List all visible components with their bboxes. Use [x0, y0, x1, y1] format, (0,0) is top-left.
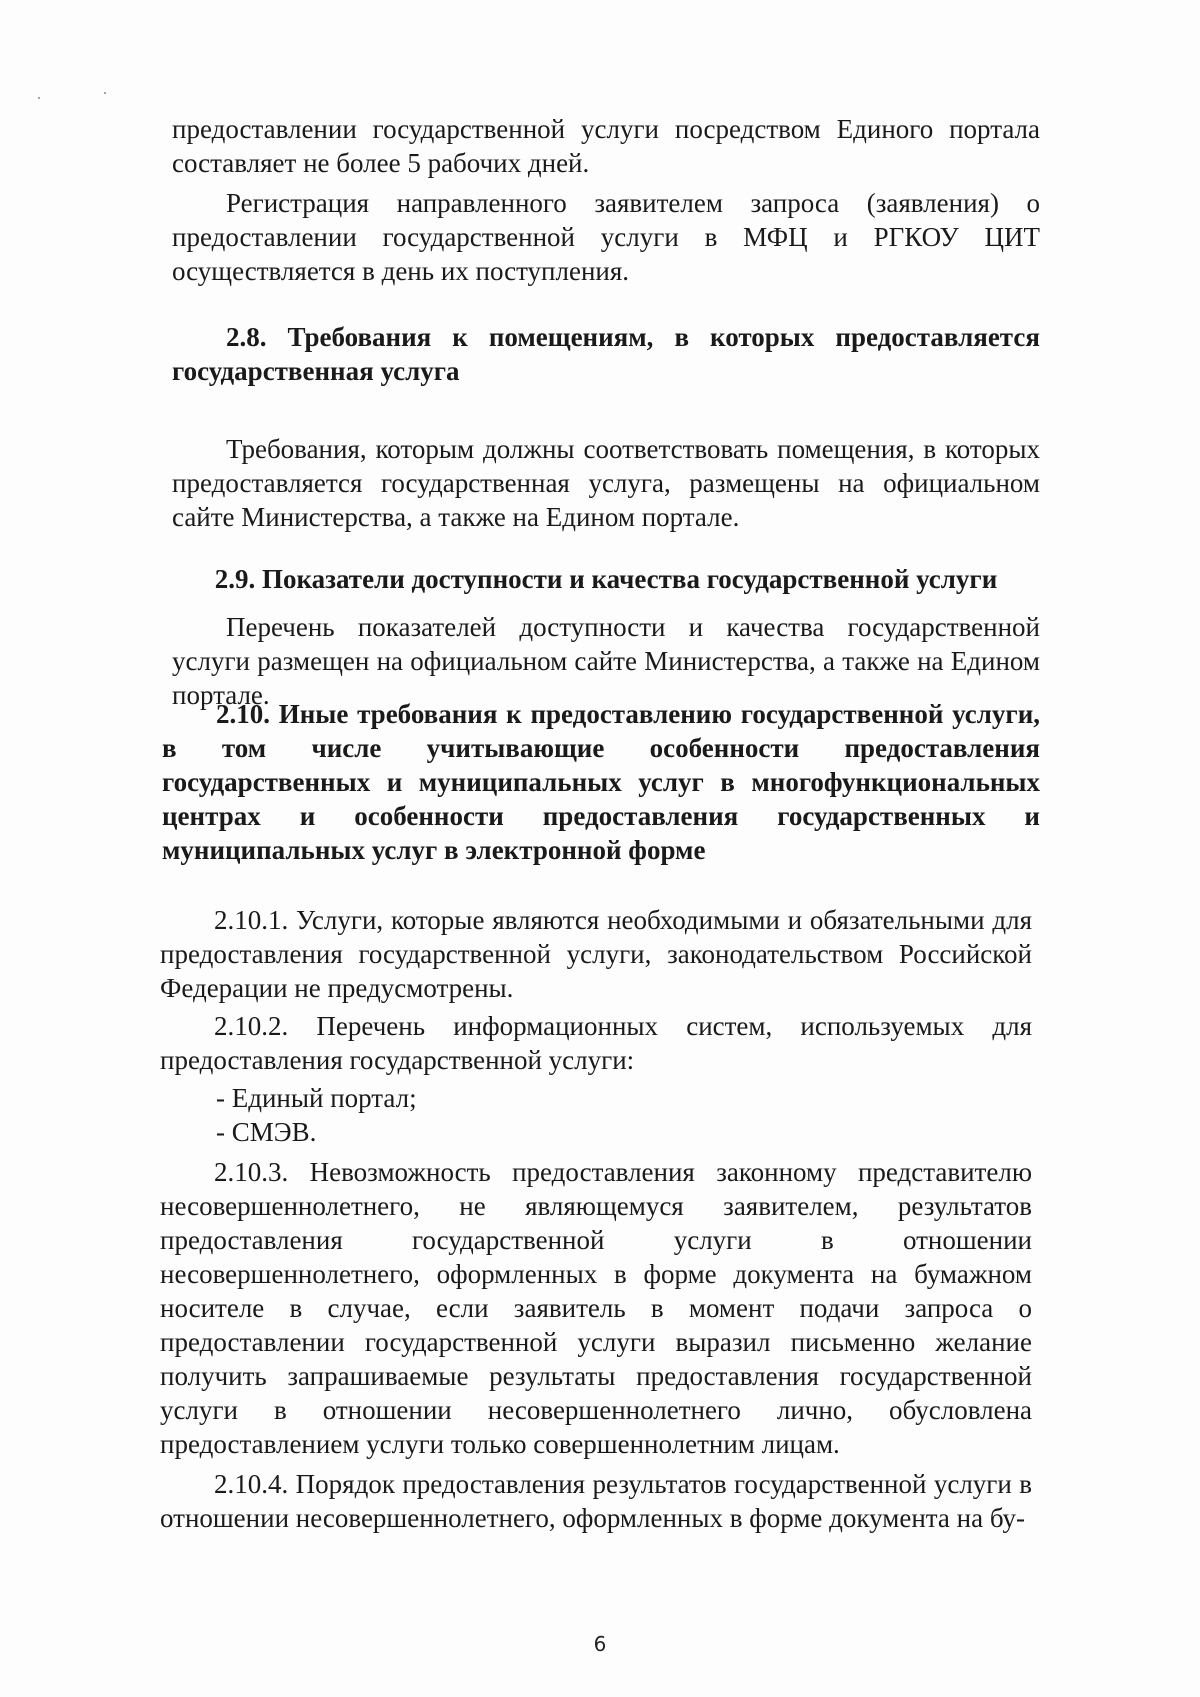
- paragraph-2-10-2: 2.10.2. Перечень информационных систем, используемых для предоставления государственной услуги:: [160, 1011, 1032, 1075]
- heading-2-10: 2.10. Иные требования к предоставлению государственной услуги, в том числе учитывающие особенности предоставления государственных и муниципальных услуг в многофункциональных центрах и особенности предоставления государственных и муниципальных услуг в электронной форме: [162, 699, 1040, 865]
- heading-2-8: 2.8. Требования к помещениям, в которых предоставляется государственная услуга: [172, 322, 1040, 386]
- paragraph-2-10-4: 2.10.4. Порядок предоставления результатов государственной услуги в отношении несовершеннолетнего, оформленных в форме документа на бу-: [160, 1469, 1032, 1533]
- paragraph-2-10-1: 2.10.1. Услуги, которые являются необходимыми и обязательными для предоставления государственной услуги, законодательством Российской Федерации не предусмотрены.: [160, 905, 1032, 1003]
- list-item-smev: - СМЭВ.: [216, 1117, 317, 1147]
- section-2-9: [172, 562, 1040, 712]
- section-2-8: [172, 320, 1040, 534]
- section-2-10-body: [160, 903, 1032, 1535]
- paragraph-2-9: Перечень показателей доступности и качества государственной услуги размещен на официальном сайте Министерства, а также на Едином портале.: [172, 612, 1040, 710]
- scan-speck: [104, 92, 106, 94]
- heading-2-9: 2.9. Показатели доступности и качества государственной услуги: [214, 564, 998, 594]
- page-number: 6: [593, 1632, 607, 1656]
- paragraph-registration: Регистрация направленного заявителем запроса (заявления) о предоставлении государственной услуги в МФЦ и РГКОУ ЦИТ осуществляется в день их поступления.: [172, 188, 1040, 286]
- intro-block: [172, 112, 1040, 288]
- scan-speck: [38, 97, 40, 99]
- list-item-portal: - Единый портал;: [216, 1083, 417, 1113]
- paragraph-2-8: Требования, которым должны соответствовать помещения, в которых предоставляется государственная услуга, размещены на официальном сайте Министерства, а также на Едином портале.: [172, 434, 1040, 532]
- section-2-10: [162, 697, 1040, 867]
- paragraph-2-10-3: 2.10.3. Невозможность предоставления законному представителю несовершеннолетнего, не являющемуся заявителем, результатов предоставления государственной услуги в отношении несовершеннолетнего, оформленных в форме документа на бумажном носителе в случае, если заявитель в момент подачи запроса о предоставлении государственной услуги выразил письменно желание получить запрашиваемые результаты предоставления государственной услуги в отношении несовершеннолетнего лично, обусловлена предоставлением услуги только совершеннолетним лицам.: [160, 1157, 1032, 1459]
- paragraph-intro: предоставлении государственной услуги посредством Единого портала составляет не более 5 рабочих дней.: [172, 114, 1040, 178]
